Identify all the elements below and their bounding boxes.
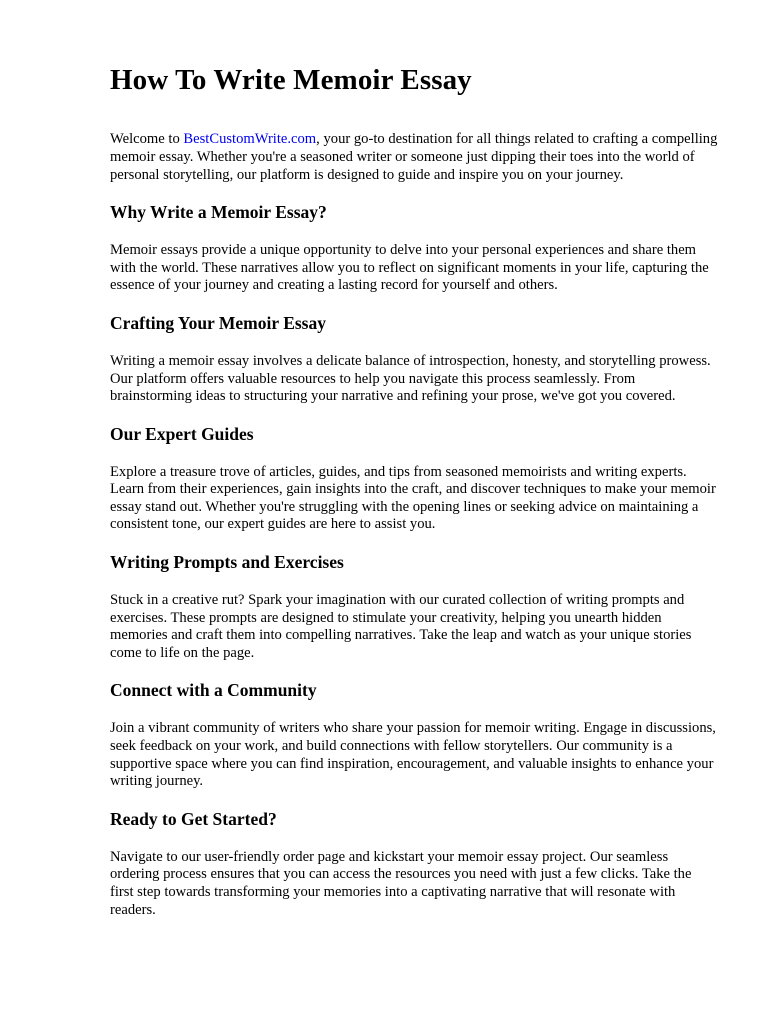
section-body-writing-prompts: Stuck in a creative rut? Spark your imagination with our curated collection of writing prompts and exercises. These prompts are designed to stimulate your creativity, helping you unearth hidden memories and craft them into compelling narratives. Take the leap and watch as your unique stories come to life on the page. xyxy=(110,592,692,661)
intro-text-before-link: Welcome to xyxy=(110,131,184,148)
page-title: How To Write Memoir Essay xyxy=(110,64,472,96)
section-body-expert-guides: Explore a treasure trove of articles, guides, and tips from seasoned memoirists and writing experts. Learn from their experiences, gain insights into the craft, and discover techniques to make your memoir essay stand out. Whether you're struggling with the opening lines or seeking advice on maintaining a consistent tone, our expert guides are here to assist you. xyxy=(110,463,716,533)
site-link[interactable]: BestCustomWrite.com xyxy=(183,131,317,148)
section-heading-why-write: Why Write a Memoir Essay? xyxy=(110,202,327,223)
section-heading-community: Connect with a Community xyxy=(110,680,317,701)
section-body-get-started: Navigate to our user-friendly order page and kickstart your memoir essay project. Our seamless ordering process ensures that you can access the resources you need with just a few clicks. Take the first step towards transforming your memories into a captivating narrative that will resonate with readers. xyxy=(110,848,692,918)
section-body-community: Join a vibrant community of writers who share your passion for memoir writing. Engage in discussions, seek feedback on your work, and build connections with fellow storytellers. Our community is a supportive space where you can find inspiration, encouragement, and valuable insights to enhance your writing journey. xyxy=(110,720,716,790)
section-heading-expert-guides: Our Expert Guides xyxy=(110,423,254,444)
intro-text-after-link: , your go-to destination for all things related to crafting a compelling memoir essay. Whether you're a seasoned writer or someone just dipping their toes into the world of personal storytelling, our platform is designed to guide and inspire you on your journey. xyxy=(110,131,718,183)
document-page xyxy=(110,64,718,919)
section-heading-writing-prompts: Writing Prompts and Exercises xyxy=(110,552,344,573)
section-heading-crafting: Crafting Your Memoir Essay xyxy=(110,312,326,333)
section-body-why-write: Memoir essays provide a unique opportunity to delve into your personal experiences and share them with the world. These narratives allow you to reflect on significant moments in your life, capturing the essence of your journey and creating a lasting record for yourself and others. xyxy=(110,242,709,294)
section-body-crafting: Writing a memoir essay involves a delicate balance of introspection, honesty, and storytelling prowess. Our platform offers valuable resources to help you navigate this process seamlessly. From brainstorming ideas to structuring your narrative and refining your prose, we've got you covered. xyxy=(110,352,711,405)
intro-paragraph xyxy=(110,131,718,184)
section-heading-get-started: Ready to Get Started? xyxy=(110,808,277,829)
